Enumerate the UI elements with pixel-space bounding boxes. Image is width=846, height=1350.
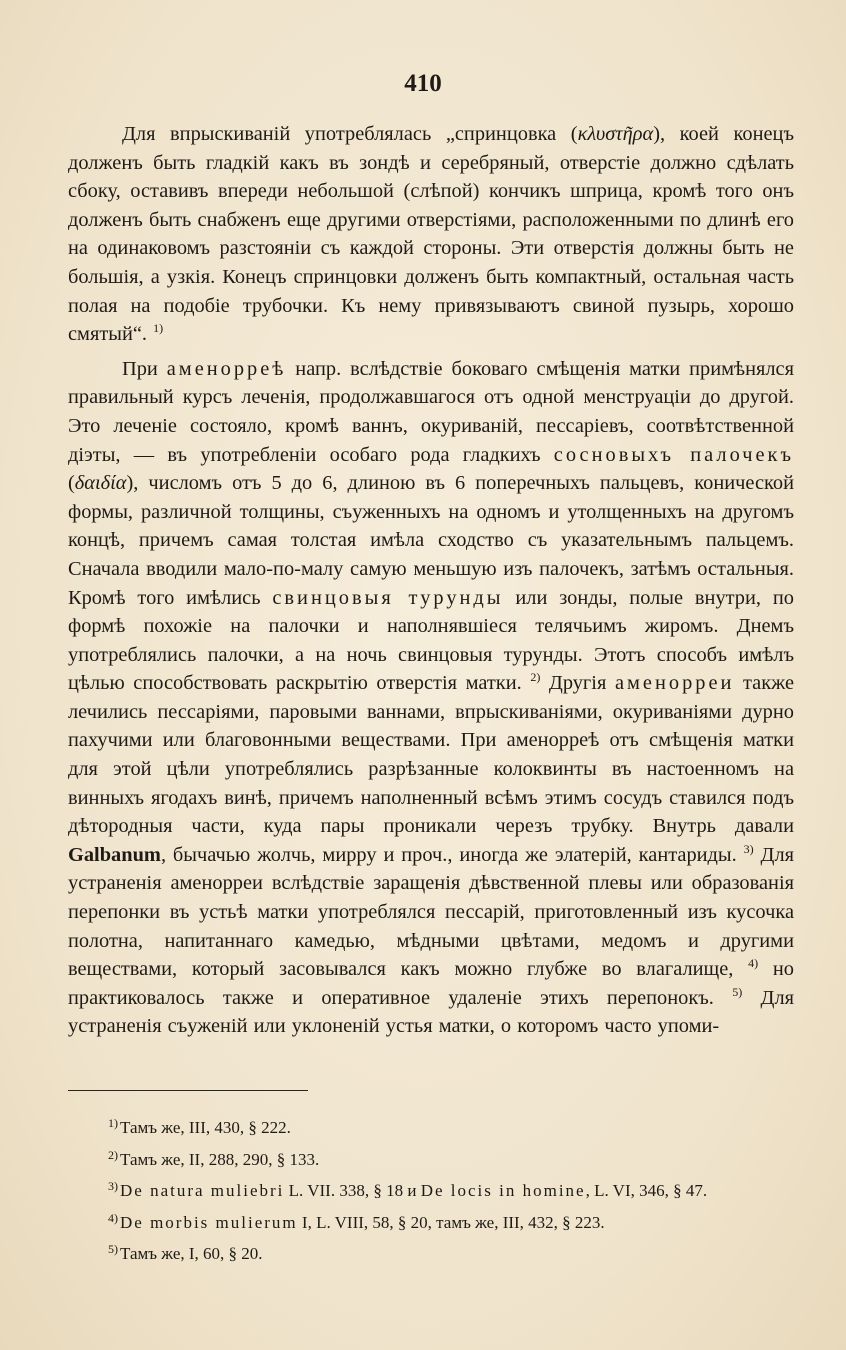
text-run: свинцовыя турунды — [272, 586, 504, 609]
footnote-marker: 4) — [108, 1210, 118, 1225]
paragraph — [68, 120, 794, 349]
footnote-divider — [68, 1090, 308, 1091]
text-run: напр. вслѣдствіе боковаго смѣщенія матки примѣнялся правильный курсъ леченія, продолжавшагося отъ одной менструаціи до другой. Это леченіе состояло, кромѣ ваннъ, окуриваній, пессаріевъ, соотвѣтственной діэты, — въ употребленіи особаго рода гладкихъ — [68, 357, 794, 466]
footnote-text — [120, 1213, 605, 1232]
text-run: κλυστῆρα — [577, 123, 654, 145]
text-run: De natura muliebri — [120, 1181, 285, 1200]
page-number: 410 — [404, 70, 442, 97]
text-run: I, L. VIII, 58, § 20, тамъ же, III, 432, § 223. — [297, 1212, 605, 1232]
text-run: ( — [68, 472, 75, 495]
text-run: также лечились пессаріями, паровыми ваннами, впрыскиваніями, окуриваніями дурно пахучими или благовонными веществами. При аменорреѣ отъ смѣщенія матки для этой цѣли употреблялись разрѣзанные колоквинты въ настоенномъ на винныхъ ягодахъ винѣ, причемъ наполненный всѣмъ этимъ сосудъ ставился подъ дѣтородныя части, куда пары проникали черезъ трубку. Внутрь давали — [68, 672, 795, 838]
footnote-reference: 1) — [153, 321, 164, 336]
footnote — [108, 1236, 794, 1268]
footnote-marker: 2) — [108, 1147, 118, 1162]
text-run: Для устраненія аменорреи вслѣдствіе заращенія дѣвственной плевы или образованія перепонки въ устьѣ матки употреблялся пессарій, приготовленный изъ кусочка полотна, напитаннаго камедью, мѣдными цвѣтами, медомъ и другими веществами, который засовывался какъ можно глубже во влагалище, — [68, 843, 795, 981]
text-run: аменорреи — [614, 672, 735, 695]
footnote — [108, 1142, 794, 1174]
text-run: L. VII. 338, § 18 и — [284, 1181, 421, 1200]
footnote — [108, 1173, 794, 1205]
footnote-marker: 3) — [108, 1179, 118, 1193]
footnotes — [108, 1110, 794, 1268]
text-run: ), коей конецъ долженъ быть гладкій какъ въ зондѣ и серебряный, отверстіе должно сдѣлать сбоку, оставивъ впереди небольшой (слѣпой) кончикъ шприца, кромѣ того онъ долженъ быть снабженъ еще другими отверстіями, расположенными по длинѣ его на одинаковомъ разстояніи съ каждой стороны. Эти отверстія должны быть не большія, а узкія. Конецъ спринцовки долженъ быть компактный, остальная часть полая на подобіе трубочки. Къ нему привязываютъ свиной пузырь, хорошо смятый“. — [68, 123, 794, 346]
footnote-marker: 1) — [108, 1116, 118, 1130]
text-run: сосновыхъ палочекъ — [553, 443, 795, 466]
text-run: Для устраненія съуженій или уклоненій устья матки, о которомъ часто упоми- — [68, 986, 794, 1038]
text-run: Тамъ же, I, 60, § 20. — [120, 1244, 263, 1263]
text-run: но практиковалось также и оперативное удаленіе этихъ перепонокъ. — [68, 958, 794, 1009]
footnote-reference: 5) — [732, 984, 743, 999]
text-run: De locis in homine — [420, 1181, 586, 1200]
footnote-text — [120, 1150, 319, 1169]
text-run: , L. VI, 346, § 47. — [585, 1181, 708, 1200]
text-run: Тамъ же, II, 288, 290, § 133. — [120, 1149, 320, 1169]
text-run: , бычачью жолчь, мирру и проч., иногда же элатерій, кантариды. — [160, 843, 744, 866]
footnote — [108, 1110, 794, 1142]
text-run: При — [122, 357, 167, 380]
footnote-text — [120, 1244, 263, 1263]
text-run: Galbanum — [68, 843, 161, 866]
text-run: или зонды, полые внутри, по формѣ похожіе на палочки и наполнявшіеся телячьимъ жиромъ. Днемъ употреблялись палочки, а на ночь свинцовыя турунды. Этотъ способъ имѣлъ цѣлью способствовать раскрытію отверстія матки. — [68, 586, 794, 695]
text-run: Тамъ же, III, 430, § 222. — [120, 1118, 291, 1137]
text-run: De morbis mulierum — [120, 1212, 298, 1232]
text-run: δαιδία — [74, 472, 127, 495]
footnote-marker: 5) — [108, 1242, 118, 1256]
footnote-text — [120, 1181, 707, 1200]
footnote-text — [120, 1118, 291, 1137]
text-run: ), числомъ отъ 5 до 6, длиною въ 6 поперечныхъ пальцевъ, конической формы, различной толщины, съуженныхъ на одномъ и утолщенныхъ на другомъ концѣ, причемъ самая толстая имѣла сходство съ указательнымъ пальцемъ. Сначала вводили мало-по-малу самую меньшую изъ палочекъ, затѣмъ остальныя. Кромѣ того имѣлись — [68, 472, 794, 609]
footnote-reference: 3) — [743, 841, 754, 856]
footnote-reference: 2) — [530, 670, 541, 685]
text-run: Другія — [540, 672, 615, 695]
text-run: Для впрыскиваній употреблялась „спринцовка ( — [122, 123, 578, 145]
footnote — [108, 1205, 794, 1237]
paragraph — [68, 355, 794, 1041]
footnote-reference: 4) — [748, 956, 759, 971]
body-text — [68, 120, 794, 1047]
text-run: аменорреѣ — [166, 357, 287, 380]
